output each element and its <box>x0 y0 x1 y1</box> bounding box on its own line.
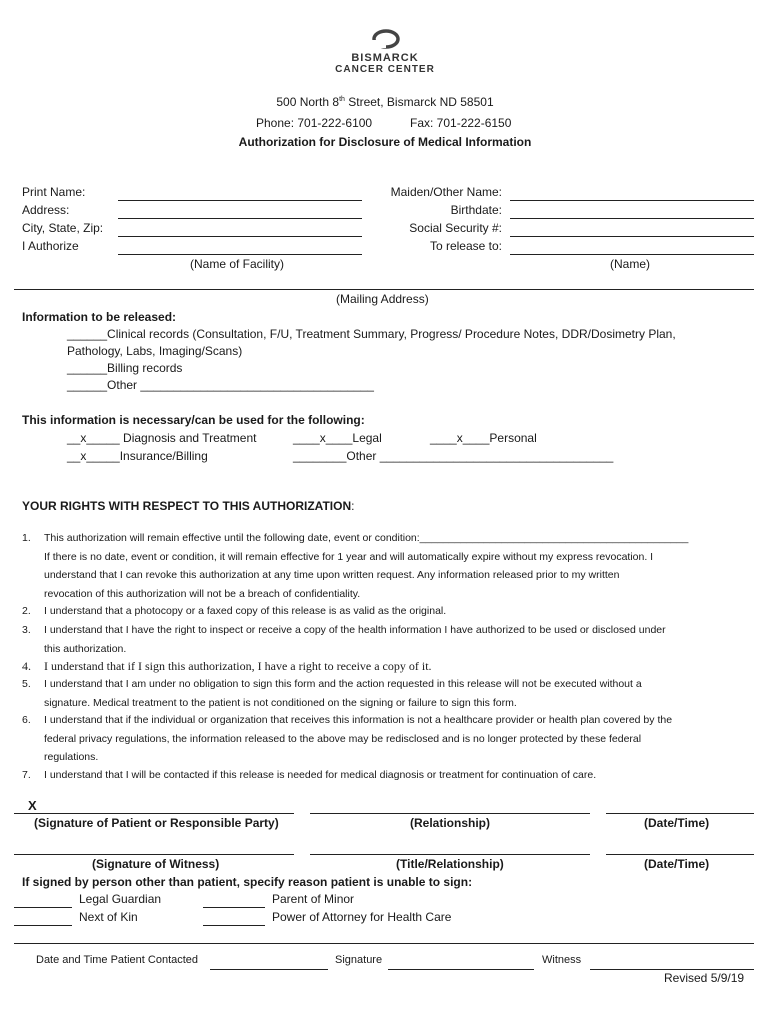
print-name-field[interactable] <box>118 186 362 201</box>
release-to-field[interactable] <box>510 240 754 255</box>
date-time-caption: (Date/Time) <box>644 816 710 830</box>
purpose-insurance[interactable]: __x_____Insurance/Billing <box>67 449 208 463</box>
facility-field[interactable] <box>118 240 362 255</box>
title-relationship-caption: (Title/Relationship) <box>396 857 504 871</box>
date-time-field[interactable] <box>606 799 754 814</box>
relationship-field[interactable] <box>310 799 590 814</box>
patient-signature-caption: (Signature of Patient or Responsible Party) <box>34 816 279 830</box>
footer-witness-field[interactable] <box>590 955 754 970</box>
date-contacted-field[interactable] <box>210 955 328 970</box>
witness-signature-caption: (Signature of Witness) <box>92 857 220 871</box>
ssn-label: Social Security #: <box>409 221 502 235</box>
title-relationship-field[interactable] <box>310 840 590 855</box>
ssn-field[interactable] <box>510 222 754 237</box>
purpose-diagnosis[interactable]: __x_____ Diagnosis and Treatment <box>67 431 257 445</box>
facility-caption: (Name of Facility) <box>190 257 285 271</box>
footer-signature-label: Signature <box>335 954 383 966</box>
next-of-kin-blank[interactable] <box>14 911 72 926</box>
address-field[interactable] <box>118 204 362 219</box>
release-to-label: To release to: <box>429 239 502 253</box>
page-title: Authorization for Disclosure of Medical Information <box>238 135 532 149</box>
poa-blank[interactable] <box>203 911 265 926</box>
logo <box>300 28 470 76</box>
birthdate-label: Birthdate: <box>450 203 502 217</box>
print-name-label: Print Name: <box>22 185 86 199</box>
date-time2-field[interactable] <box>606 840 754 855</box>
info-released-heading: Information to be released: <box>22 310 177 324</box>
maiden-name-field[interactable] <box>510 186 754 201</box>
date-contacted-label: Date and Time Patient Contacted <box>36 954 199 966</box>
clinical-records-cont: Pathology, Labs, Imaging/Scans) <box>67 344 243 358</box>
relationship-caption: (Relationship) <box>410 816 490 830</box>
logo-line2: CANCER CENTER <box>335 64 435 75</box>
poa-label: Power of Attorney for Health Care <box>272 910 452 924</box>
parent-of-minor-label: Parent of Minor <box>272 892 355 906</box>
purpose-legal[interactable]: ____x____Legal <box>293 431 382 445</box>
witness-signature-field[interactable] <box>14 840 294 855</box>
header-phone: Phone: 701-222-6100 <box>256 116 373 130</box>
footer-witness-label: Witness <box>542 954 582 966</box>
signature-x-mark: X <box>28 798 37 813</box>
legal-guardian-blank[interactable] <box>14 893 72 908</box>
name-caption: (Name) <box>610 257 651 271</box>
birthdate-field[interactable] <box>510 204 754 219</box>
parent-of-minor-blank[interactable] <box>203 893 265 908</box>
legal-guardian-label: Legal Guardian <box>79 892 162 906</box>
other-signer-heading: If signed by person other than patient, specify reason patient is unable to sign: <box>22 875 473 889</box>
i-authorize-label: I Authorize <box>22 239 79 253</box>
footer-signature-field[interactable] <box>388 955 534 970</box>
other-records-option[interactable]: ______Other ___________________________________ <box>67 378 374 392</box>
patient-signature-field[interactable] <box>14 799 294 814</box>
billing-records-option[interactable]: ______Billing records <box>67 361 183 375</box>
mailing-address-caption: (Mailing Address) <box>336 292 429 306</box>
address-label: Address: <box>22 203 70 217</box>
clinical-records-option[interactable]: ______Clinical records (Consultation, F/U, Treatment Summary, Progress/ Procedure Notes, DDR/Dosimetry Plan, <box>67 327 676 341</box>
city-state-zip-label: City, State, Zip: <box>22 221 104 235</box>
purpose-heading: This information is necessary/can be used for the following: <box>22 413 365 427</box>
mailing-address-field[interactable] <box>14 275 754 290</box>
date-time2-caption: (Date/Time) <box>644 857 710 871</box>
city-state-zip-field[interactable] <box>118 222 362 237</box>
logo-line1: BISMARCK <box>351 52 419 64</box>
logo-swoosh-icon <box>370 28 402 52</box>
rights-heading: YOUR RIGHTS WITH RESPECT TO THIS AUTHORIZATION: <box>22 499 355 513</box>
purpose-personal[interactable]: ____x____Personal <box>430 431 537 445</box>
purpose-other[interactable]: ________Other ___________________________________ <box>293 449 614 463</box>
maiden-name-label: Maiden/Other Name: <box>390 185 502 199</box>
next-of-kin-label: Next of Kin <box>79 910 138 924</box>
header-address: 500 North 8th Street, Bismarck ND 58501 <box>276 95 494 109</box>
revised-date: Revised 5/9/19 <box>664 971 745 985</box>
footer-divider <box>14 943 754 944</box>
header-fax: Fax: 701-222-6150 <box>410 116 512 130</box>
